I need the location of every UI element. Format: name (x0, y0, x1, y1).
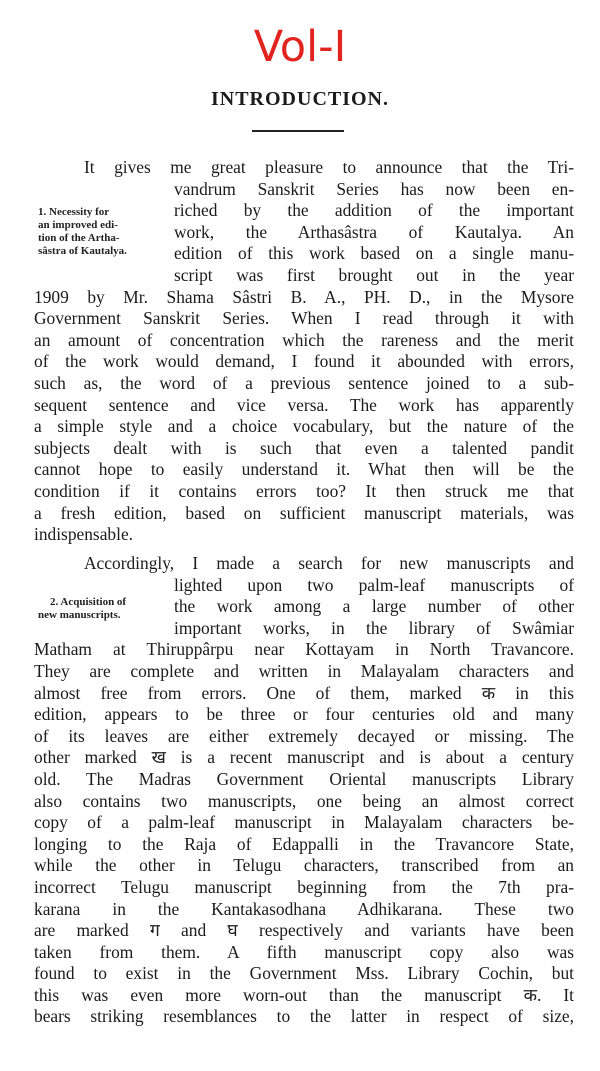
text-line: subjects dealt with is such that even a talented pandit (34, 437, 574, 458)
text-line: taken from them. A fifth manuscript copy also was (34, 941, 574, 962)
text-line: bears striking resemblances to the latter in respect of size, (34, 1006, 574, 1027)
text-line: of its leaves are either extremely decayed or missing. The (34, 725, 574, 746)
text-line: an amount of concentration which the rareness and the merit (34, 329, 574, 350)
margin-note-line: 2. Acquisition of (50, 596, 127, 608)
text-line: of the work would demand, I found it abounded with errors, (34, 351, 574, 372)
paragraph-1 (34, 157, 574, 546)
text-line: riched by the addition of the important (174, 200, 574, 221)
text-line: the work among a large number of other (174, 596, 574, 617)
margin-note-line: new manuscripts. (38, 609, 121, 621)
text-line: Matham at Thiruppârpu near Kottayam in North Travancore. (34, 639, 574, 660)
text-line: It gives me great pleasure to announce that the Tri- (84, 157, 574, 177)
text-line: 1909 by Mr. Shama Sâstri B. A., PH. D., in the Mysore (34, 286, 574, 307)
text-line: cannot hope to easily understand it. What then will be the (34, 459, 574, 480)
text-line: edition, appears to be three or four centuries old and many (34, 704, 574, 725)
text-line: a simple style and a choice vocabulary, but the nature of the (34, 416, 574, 437)
text-line: They are complete and written in Malayalam characters and (34, 660, 574, 681)
text-line: work, the Arthasâstra of Kautalya. An (174, 221, 574, 242)
volume-label: Vol-I (253, 22, 347, 72)
text-line: longing to the Raja of Edappalli in the Travancore State, (34, 833, 574, 854)
text-line: Accordingly, I made a search for new manuscripts and (84, 553, 574, 573)
margin-note-line: 1. Necessity for (38, 206, 110, 218)
margin-note-line: sâstra of Kautalya. (38, 245, 127, 257)
text-line: lighted upon two palm-leaf manuscripts of (174, 574, 574, 595)
text-line: indispensable. (34, 524, 134, 545)
text-line: script was first brought out in the year (174, 264, 574, 285)
text-line: incorrect Telugu manuscript beginning from the 7th pra- (34, 876, 574, 897)
text-line: edition of this work based on a single manu- (174, 243, 574, 264)
text-line: almost free from errors. One of them, marked क in this (34, 682, 574, 703)
text-line: sequent sentence and vice versa. The work has apparently (34, 394, 574, 415)
text-line: such as, the word of a previous sentence joined to a sub- (34, 372, 574, 393)
page-heading: INTRODUCTION. (210, 88, 390, 110)
text-line: condition if it contains errors too? It then struck me that (34, 480, 574, 501)
text-line: a fresh edition, based on sufficient manuscript materials, was (34, 502, 574, 523)
text-line: Government Sanskrit Series. When I read through it with (34, 308, 574, 329)
text-line: found to exist in the Government Mss. Library Cochin, but (34, 963, 574, 984)
text-line: also contains two manuscripts, one being an almost correct (34, 790, 574, 811)
margin-note-line: an improved edi- (38, 219, 118, 231)
text-line: karana in the Kantakasodhana Adhikarana. These two (34, 898, 574, 919)
text-line: old. The Madras Government Oriental manuscripts Library (34, 768, 574, 789)
text-line: other marked ख is a recent manuscript and is about a century (34, 747, 574, 768)
heading-rule (252, 130, 344, 132)
text-line: are marked ग and घ respectively and variants have been (34, 920, 574, 941)
paragraph-2 (34, 553, 574, 1028)
text-line: copy of a palm-leaf manuscript in Malayalam characters be- (34, 812, 574, 833)
margin-note-line: tion of the Artha- (38, 232, 120, 244)
text-line: vandrum Sanskrit Series has now been en- (174, 178, 574, 199)
text-line: important works, in the library of Swâmiar (174, 617, 574, 638)
text-line: while the other in Telugu characters, transcribed from an (34, 855, 574, 876)
text-line: this was even more worn-out than the manuscript क. It (34, 984, 574, 1005)
